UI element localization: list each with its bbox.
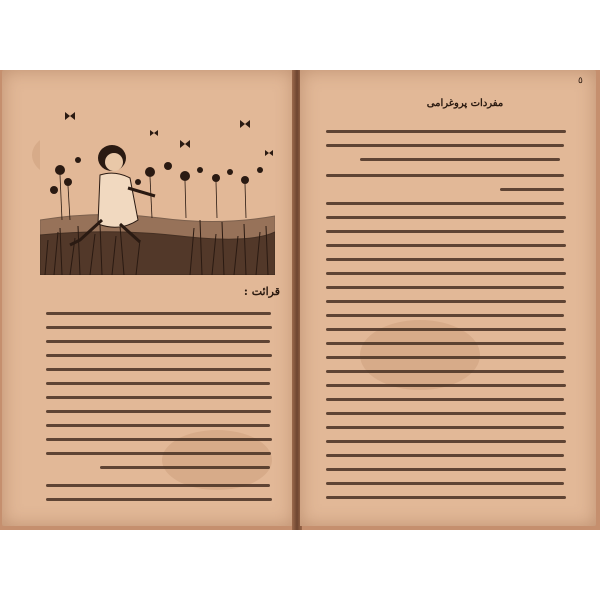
text-line [326,244,566,247]
text-line [326,144,564,147]
text-line [46,438,272,441]
text-line [46,410,271,413]
meadow-illustration [40,100,275,275]
text-line [46,424,270,427]
text-line [326,174,564,177]
text-line [326,300,566,303]
text-line [46,354,272,357]
right-page-title: مفردات پروغرامی [426,98,504,109]
text-line [326,454,564,457]
page-number: ٥ [578,76,583,86]
text-line [326,202,564,205]
grass-field [40,214,275,275]
text-line [46,396,272,399]
text-line [360,158,560,161]
text-line [46,498,272,501]
text-line [46,326,272,329]
text-line [326,440,566,443]
text-line [326,468,566,471]
text-line [326,230,564,233]
text-line [46,452,271,455]
text-line [326,130,566,133]
right-page [300,70,596,526]
text-line [326,328,566,331]
text-line [326,258,564,261]
text-line [100,466,270,469]
text-line [46,484,270,487]
text-line [326,370,564,373]
text-line [326,216,566,219]
text-line [500,188,564,191]
text-line [46,382,270,385]
text-line [46,312,271,315]
text-line [326,384,566,387]
text-line [326,314,564,317]
text-line [326,342,564,345]
text-line [326,412,566,415]
section-heading: قرائت : [243,285,280,298]
text-line [326,356,566,359]
text-line [46,368,271,371]
text-line [326,398,564,401]
text-line [326,426,564,429]
text-line [326,272,566,275]
text-line [326,496,566,499]
text-line [326,286,564,289]
text-line [46,340,270,343]
text-line [326,482,564,485]
